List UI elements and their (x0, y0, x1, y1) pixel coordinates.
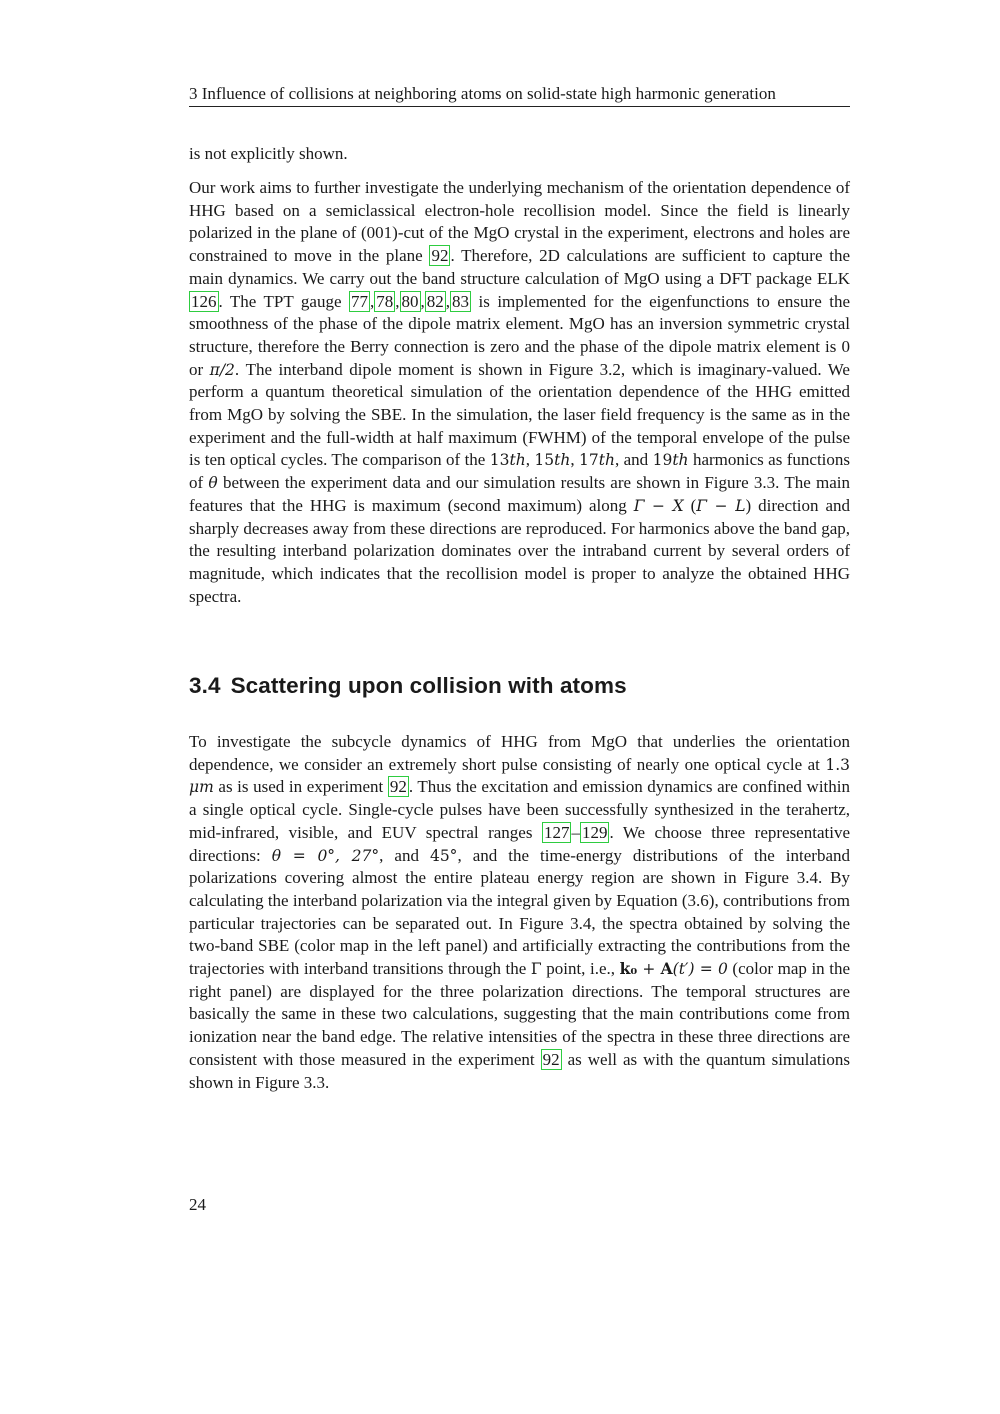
text-run: . The TPT gauge (218, 291, 350, 311)
citation-link[interactable]: 126 (191, 291, 217, 311)
math-harmonic-number: 13 (489, 451, 510, 470)
citation-separator: , (370, 291, 375, 311)
text-run: . The interband dipole moment is shown in Figure 3.2, which is imaginary-valued. We perform a quantum theoretical simulation of the orientation dependence of the HHG emitted from MgO by solving the SBE. In the simulation, the laser field frequency is the same as in the experiment and the full-width at half maximum (FWHM) of the temporal envelope of the pulse is ten optical cycles. The comparison of the (189, 359, 850, 470)
citation-separator: , (395, 291, 400, 311)
text-run: ( (683, 495, 697, 515)
math-argument: (t′) = 0 (672, 960, 728, 979)
text-run: ) direction and sharply decreases away from these directions are reproduced. For harmonics above the band gap, the resulting interband polarization dominates over the intraband current by several orders of magnitude, which indicates that the recollision model is proper to analyze the obtained HHG spectra. (189, 495, 850, 606)
text-run: . We choose three representative directions: (189, 822, 850, 865)
math-theta: θ (208, 474, 218, 493)
citation-separator: , (445, 291, 451, 311)
citation-separator: – (571, 822, 580, 842)
citation-link[interactable]: 129 (581, 822, 608, 842)
text-run: , and the time-energy distributions of the interband polarizations covering almost the entire plateau energy region are shown in Figure 3.4. By calculating the interband polarization via the integral given by Equation (3.6), contributions from particular trajectories can be separated out. In Figure 3.4, the spectra obtained by solving the two-band SBE (color map in the left panel) and artificially extracting the contributions from the trajectories with interband transitions through the (189, 845, 850, 979)
page-number: 24 (189, 1195, 206, 1214)
math-harmonic-number: 19 (652, 451, 673, 470)
math-gamma-l: Γ − L (696, 496, 746, 515)
text-run: . Therefore, 2D calculations are sufficient to capture the main dynamics. We carry out the band structure calculation of MgO using a DFT package ELK (189, 246, 850, 288)
intro-paragraph (189, 143, 850, 166)
text-run: Our work aims to further investigate the underlying mechanism of the orientation dependence of HHG based on a semiclassical electron-hole recollision model. Since the field is linearly polarized in the plane of (001)-cut of the MgO crystal in the experiment, electrons and holes are constrained to move in the plane (189, 178, 850, 266)
math-angle-45: 45° (429, 846, 458, 865)
citation-group (349, 291, 471, 312)
text-run: , and (379, 845, 430, 865)
citation-group (542, 822, 610, 843)
text-run: , (525, 450, 535, 470)
math-pi-half: π/2 (209, 360, 235, 379)
text-run: . Thus the excitation and emission dynamics are confined within a single optical cycle. Single-cycle pulses have been successfully synthesized in the terahertz, mid-infrared, visible, and EUV spectral ranges (189, 777, 850, 842)
text-run: between the experiment data and our simulation results are shown in Figure 3.3. The main features that the HHG is maximum (second maximum) along (189, 473, 850, 515)
running-head: 3 Influence of collisions at neighboring atoms on solid-state high harmonic generation (189, 84, 850, 107)
text-run: point, i.e., (541, 959, 620, 979)
math-wavelength-unit: μm (189, 778, 214, 797)
text-run: harmonics as functions of (189, 450, 851, 493)
paragraph-text (189, 177, 850, 608)
math-plus: + (637, 960, 661, 979)
citation-link[interactable]: 83 (452, 291, 470, 311)
text-run: To investigate the subcycle dynamics of HHG from MgO that underlies the orientation dependence, we consider an extremely short pulse consisting of nearly one optical cycle at (189, 732, 850, 774)
text-run: , and (614, 450, 653, 470)
text-run: is implemented for the eigenfunctions to ensure the smoothness of the phase of the dipole matrix element. MgO has an inversion symmetric crystal structure, therefore the Berry connection is zero and the phase of the dipole matrix element is 0 or (189, 291, 851, 379)
math-gamma-x: Γ − X (633, 496, 684, 515)
paragraph-text (189, 731, 850, 1094)
math-harmonic-suffix: th (509, 451, 526, 470)
paragraph-orientation (189, 177, 850, 608)
section-number: 3.4 (189, 673, 221, 698)
citation-link[interactable]: 127 (543, 822, 570, 842)
citation-link[interactable]: 92 (389, 777, 407, 797)
math-harmonic-number: 17 (579, 451, 599, 470)
math-k0: k₀ (619, 959, 638, 979)
math-harmonic-number: 15 (534, 451, 555, 470)
intro-text: is not explicitly shown. (189, 144, 348, 163)
text-run: as well as with the quantum simulations shown in Figure 3.3. (189, 1049, 850, 1092)
citation-separator: , (420, 291, 425, 311)
math-wavelength-value: 1.3 (825, 755, 850, 774)
citation-link[interactable]: 92 (542, 1049, 560, 1069)
text-run: as is used in experiment (213, 777, 388, 797)
citation-link[interactable]: 77 (351, 291, 369, 311)
text-run: , (570, 450, 580, 470)
paragraph-scattering (189, 731, 850, 1094)
math-harmonic-suffix: th (598, 451, 615, 470)
text-run: (color map in the right panel) are displayed for the three polarization directions. The temporal structures are basically the same in these two calculations, suggesting that the main contributions come from ionization near the band edge. The relative intensities of the spectra in these three directions are consistent with those measured in the experiment (189, 959, 851, 1069)
citation-link[interactable]: 92 (431, 246, 449, 266)
math-gamma: Γ (530, 960, 542, 979)
citation-link[interactable]: 80 (401, 291, 419, 311)
citation-link[interactable]: 78 (376, 291, 394, 311)
math-angles: θ = 0°, 27° (271, 846, 380, 865)
math-harmonic-suffix: th (672, 451, 689, 470)
citation-link[interactable]: 82 (426, 291, 444, 311)
section-heading (189, 672, 627, 700)
math-vector-potential: A (660, 959, 673, 979)
math-harmonic-suffix: th (554, 451, 571, 470)
section-title: Scattering upon collision with atoms (230, 673, 627, 698)
